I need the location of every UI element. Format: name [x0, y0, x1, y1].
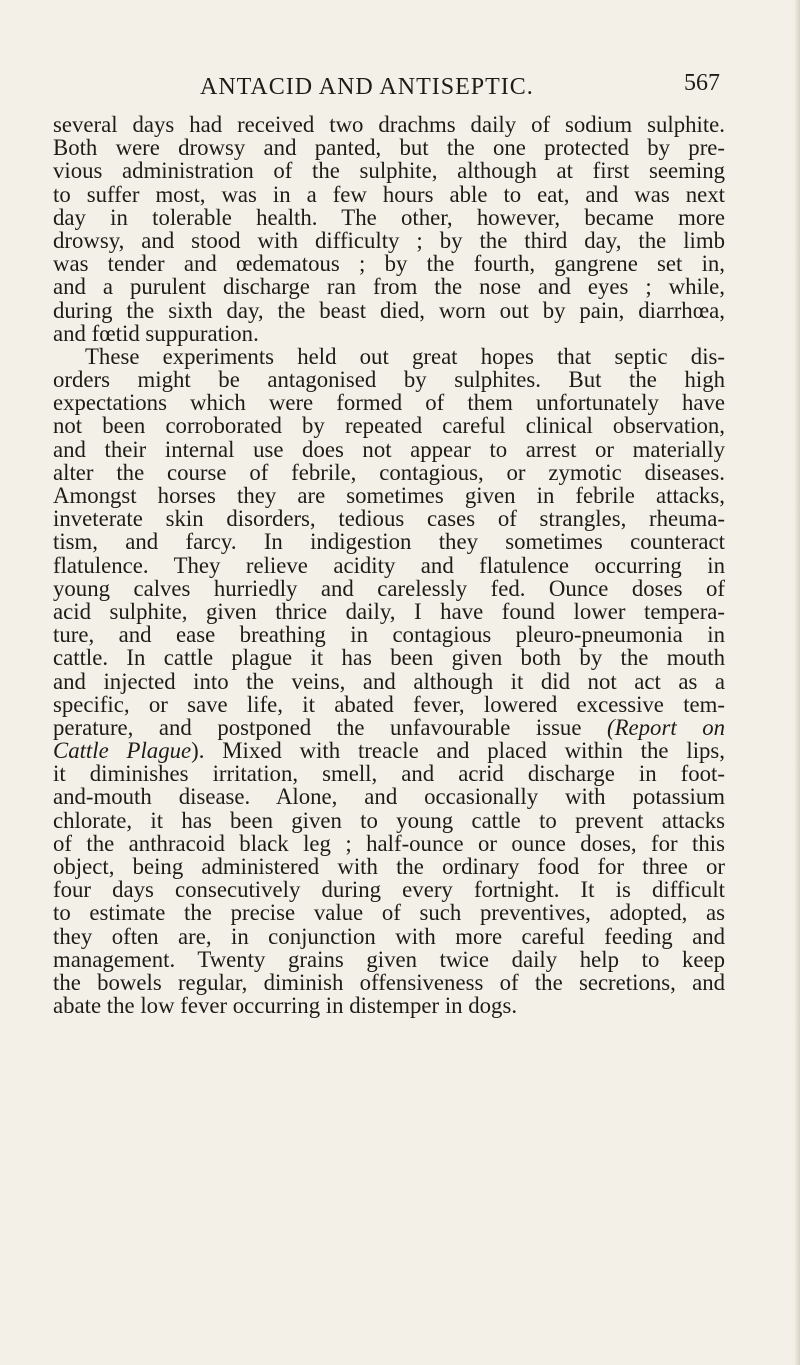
text-line-start: perature, and postponed the unfavourable issue: [53, 714, 582, 740]
text-line: and a purulent discharge ran from the nose and eyes ; while,: [53, 274, 725, 300]
text-line: several days had received two drachms daily of sodium sulphite.: [53, 112, 725, 137]
text-line: during the sixth day, the beast died, worn out by pain, diarrhœa,: [53, 297, 725, 323]
text-line: cattle. In cattle plague it has been given both by the mouth: [53, 645, 725, 671]
text-line: the bowels regular, diminish offensiveness of the secretions, and: [53, 969, 725, 995]
text-line: inveterate skin disorders, tedious cases of strangles, rheuma-: [53, 506, 725, 532]
text-line: expectations which were formed of them unfortunately have: [53, 390, 725, 416]
text-line: management. Twenty grains given twice daily help to keep: [53, 946, 725, 972]
text-line: and their internal use does not appear to arrest or materially: [53, 436, 725, 462]
body-text: [53, 113, 725, 1017]
text-line: alter the course of febrile, contagious, or zymotic diseases.: [53, 459, 725, 485]
text-line: and injected into the veins, and although it did not act as a: [53, 668, 725, 694]
page-number: 567: [684, 70, 720, 96]
text-line: orders might be antagonised by sulphites. But the high: [53, 367, 725, 393]
text-line: Both were drowsy and panted, but the one protected by pre-: [53, 135, 725, 161]
text-line: tism, and farcy. In indigestion they sometimes counteract: [53, 529, 725, 555]
text-line: flatulence. They relieve acidity and flatulence occurring in: [53, 552, 725, 578]
text-line: four days consecutively during every fortnight. It is difficult: [53, 877, 725, 903]
text-line: was tender and œdematous ; by the fourth, gangrene set in,: [53, 251, 725, 277]
page-edge-shadow: [794, 0, 800, 1365]
header-title: ANTACID AND ANTISEPTIC.: [200, 74, 534, 100]
text-line: acid sulphite, given thrice daily, I have found lower tempera-: [53, 598, 725, 624]
text-line-with-italic: [53, 716, 725, 739]
text-line: to estimate the precise value of such preventives, adopted, as: [53, 900, 725, 926]
text-line: Amongst horses they are sometimes given in febrile attacks,: [53, 483, 725, 508]
text-line: These experiments held out great hopes that septic dis-: [85, 343, 725, 369]
text-line: of the anthracoid black leg ; half-ounce or ounce doses, for this: [53, 830, 725, 856]
text-line: they often are, in conjunction with more careful feeding and: [53, 923, 725, 949]
text-line: chlorate, it has been given to young cattle to prevent attacks: [53, 807, 725, 833]
text-line: and-mouth disease. Alone, and occasionally with potassium: [53, 784, 725, 810]
text-line: and fœtid suppuration.: [53, 320, 259, 346]
report-title-italic-cont: Cattle Plague: [53, 738, 192, 764]
text-line: specific, or save life, it abated fever, lowered excessive tem-: [53, 691, 725, 717]
text-line: young calves hurriedly and carelessly fed. Ounce doses of: [53, 575, 725, 601]
running-head: [90, 70, 730, 110]
text-line: to suffer most, was in a few hours able to eat, and was next: [53, 181, 725, 207]
text-line: Cattle Plague). Mixed with treacle and placed within the lips,: [53, 738, 725, 764]
text-line: vious administration of the sulphite, although at first seeming: [53, 158, 725, 184]
text-line: day in tolerable health. The other, however, became more: [53, 204, 725, 230]
text-line: it diminishes irritation, smell, and acrid discharge in foot-: [53, 761, 725, 787]
text-line: abate the low fever occurring in distemper in dogs.: [53, 993, 518, 1019]
text-line: object, being administered with the ordinary food for three or: [53, 854, 725, 879]
report-title-italic: (Report on: [607, 714, 725, 740]
text-line: drowsy, and stood with difficulty ; by the third day, the limb: [53, 227, 725, 253]
text-line: ture, and ease breathing in contagious pleuro-pneumonia in: [53, 622, 725, 648]
text-line: not been corroborated by repeated careful clinical observation,: [53, 413, 725, 439]
